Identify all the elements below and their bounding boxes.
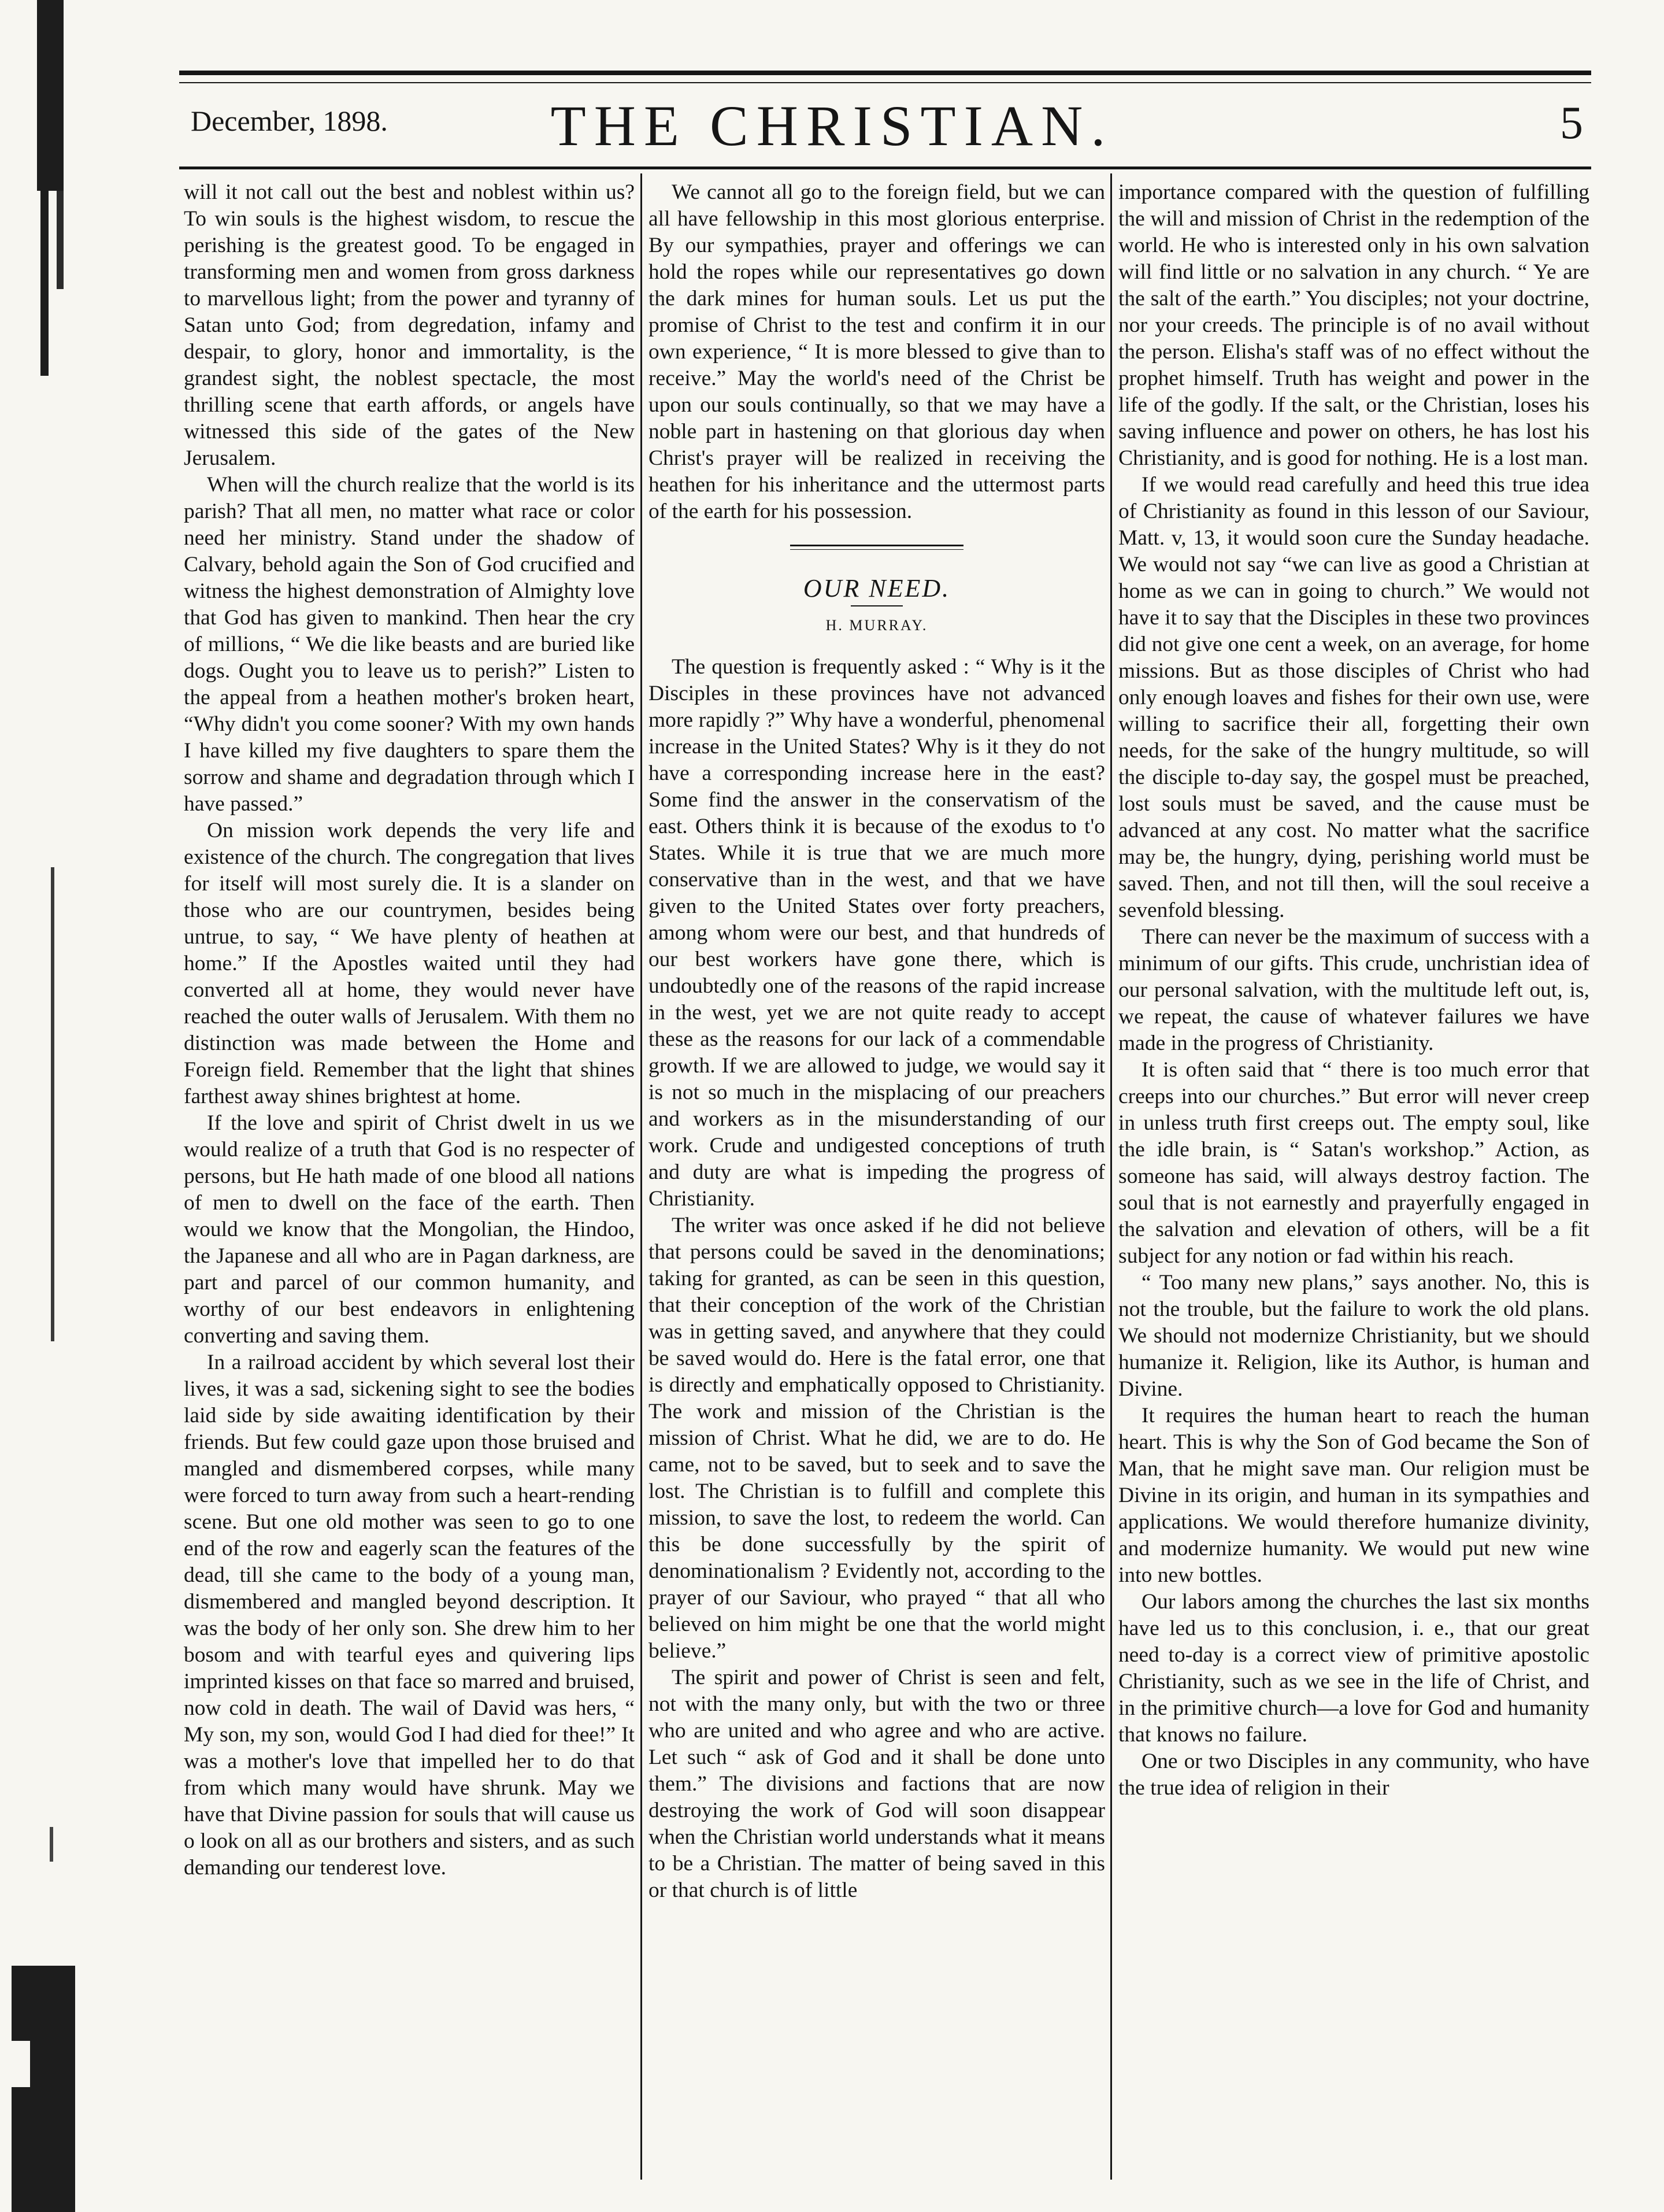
section-title: OUR NEED.	[803, 574, 951, 602]
masthead-top-rule	[179, 71, 1591, 75]
article-paragraph: Our labors among the churches the last six months have led us to this conclusion, i. e., that our great need to-day is a correct view of primitive apostolic Christianity, such as we see in the life of Christ, and in the primitive church—a love for God and humanity that knows no failure.	[1118, 1590, 1589, 1747]
article-paragraph: There can never be the maximum of success with a minimum of our gifts. This crude, unchristian idea of our personal salvation, with the multitude left out, is, we repeat, the cause of whatever failures we have made in the progress of Christianity.	[1118, 925, 1589, 1055]
masthead-bottom-rule	[179, 167, 1591, 169]
article-paragraph: If the love and spirit of Christ dwelt in us we would realize of a truth that God is no respecter of persons, but He hath made of one blood all nations of men to dwell on the face of the earth. Then would we know that the Mongolian, the Hindoo, the Japanese and all who are in Pagan darkness, are part and parcel of our common humanity, and worthy of our best endeavors in enlightening converting and saving them.	[184, 1111, 635, 1348]
article-paragraph: One or two Disciples in any community, who have the true idea of religion in their	[1118, 1749, 1589, 1800]
column-1	[184, 179, 635, 2180]
page-number: 5	[1560, 98, 1583, 149]
issue-date: December, 1898.	[191, 105, 388, 137]
title-underline	[851, 605, 903, 606]
article-paragraph: The writer was once asked if he did not believe that persons could be saved in the denominations; taking for granted, as can be seen in this question, that their conception of the work of the Christian was in getting saved, and anywhere that they could be saved would do. Here is the fatal error, one that is directly and emphatically opposed to Christianity. The work and mission of the Christian is the mission of Christ. What he did, we are to do. He came, not to be saved, but to seek and to save the lost. The Christian is to fulfill and complete this mission, to save the lost, to redeem the world. Can this be done successfully by the spirit of denominationalism ? Evidently not, according to the prayer of our Saviour, who prayed “ that all who believed on him might be one that the world might believe.”	[648, 1214, 1105, 1663]
column-2	[648, 179, 1105, 2180]
column-divider	[1110, 173, 1112, 2180]
article-paragraph: We cannot all go to the foreign field, but we can all have fellowship in this most glorious enterprise. By our sympathies, prayer and offerings we can hold the ropes while our representatives go down the dark mines for human souls. Let us put the promise of Christ to the test and confirm it in our own experience, “ It is more blessed to give than to receive.” May the world's need of the Christ be upon our souls continually, so that we may have a noble part in hastening on that glorious day when Christ's prayer will be realized in receiving the heathen for his inheritance and the uttermost parts of the earth for his possession.	[648, 180, 1105, 523]
section-author: H. MURRAY.	[825, 617, 928, 634]
article-paragraph: When will the church realize that the world is its parish? That all men, no matter what race or color need her ministry. Stand under the shadow of Calvary, behold again the Son of God crucified and witness the highest demonstration of Almighty love that God has given to mankind. Then hear the cry of millions, “ We die like beasts and are buried like dogs. Ought you to leave us to perish?” Listen to the appeal from a heathen mother's broken heart, “Why didn't you come sooner? With my own hands I have killed my five daughters to spare them the sorrow and shame and degradation through which I have passed.”	[184, 473, 635, 816]
article-paragraph: The question is frequently asked : “ Why is it the Disciples in these provinces have not advanced more rapidly ?” Why have a wonderful, phenomenal increase in the United States? Why is it they do not have a corresponding increase here in the east? Some find the answer in the conservatism of the east. Others think it is because of the exodus to t'o States. While it is true that we are much more conservative than in the west, and that we have given to the United States over forty preachers, among whom were our best, and that hundreds of our best workers have gone there, which is undoubtedly one of the reasons of the rapid increase in the west, yet we are not quite ready to accept these as the reasons for our lack of a commendable growth. If we are allowed to judge, we would say it is not so much in the misplacing of our preachers and workers as in the misunderstanding of our work. Crude and undigested conceptions of truth and duty are what is impeding the progress of Christianity.	[648, 655, 1105, 1211]
article-paragraph: It is often said that “ there is too much error that creeps into our churches.” But error will never creep in unless truth first creeps out. The empty soul, like the idle brain, is “ Satan's workshop.” Action, as someone has said, will always destroy faction. The soul that is not earnestly and prayerfully engaged in the salvation and elevation of others, will be a fit subject for any notion or fad within his reach.	[1118, 1058, 1589, 1268]
masthead-top-thin-rule	[179, 82, 1591, 83]
newspaper-title: THE CHRISTIAN.	[550, 94, 1114, 158]
column-3	[1118, 179, 1589, 2180]
article-paragraph: will it not call out the best and noblest within us? To win souls is the highest wisdom, to rescue the perishing is the greatest good. To be engaged in transforming men and women from gross darkness to marvellous light; from the power and tyranny of Satan unto God; from degredation, infamy and despair, to glory, honor and immortality, is the grandest sight, the noblest spectacle, the most thrilling scene that earth affords, or angels have witnessed this side of the gates of the New Jerusalem.	[184, 180, 635, 470]
page-binding-edge	[0, 0, 75, 2212]
article-paragraph: The spirit and power of Christ is seen and felt, not with the many only, but with the two or three who are united and who agree and who are active. Let such “ ask of God and it shall be done unto them.” The divisions and factions that are now destroying the work of God will soon disappear when the Christian world understands what it means to be a Christian. The matter of being saved in this or that church is of little	[648, 1666, 1105, 1902]
article-paragraph: “ Too many new plans,” says another. No, this is not the trouble, but the failure to work the old plans. We should not modernize Christianity, but we should humanize it. Religion, like its Author, is human and Divine.	[1118, 1271, 1589, 1401]
article-paragraph: On mission work depends the very life and existence of the church. The congregation that lives for itself will most surely die. It is a slander on those who are our countrymen, besides being untrue, to say, “ We have plenty of heathen at home.” If the Apostles waited until they had converted all at home, they would never have reached the outer walls of Jerusalem. With them no distinction was made between the Home and Foreign field. Remember that the light that shines farthest away shines brightest at home.	[184, 819, 635, 1108]
article-paragraph: In a railroad accident by which several lost their lives, it was a sad, sickening sight to see the bodies laid side by side awaiting identification by their friends. But few could gaze upon those bruised and mangled and dismembered corpses, while many were forced to turn away from such a heart-rending scene. But one old mother was seen to go to one end of the row and eagerly scan the features of the dead, till she came to the body of a young man, dismembered and mangled beyond description. It was the body of her only son. She drew him to her bosom and with tearful eyes and quivering lips imprinted kisses on that face so marred and bruised, now cold in death. The wail of David was hers, “ My son, my son, would God I had died for thee!” It was a mother's love that impelled her to do that from which many would have shrunk. May we have that Divine passion for souls that will cause us o look on all as our brothers and sisters, and as such demanding our tenderest love.	[184, 1351, 635, 1880]
article-paragraph: importance compared with the question of fulfilling the will and mission of Christ in the redemption of the world. He who is interested only in his own salvation will find little or no salvation in any church. “ Ye are the salt of the earth.” You disciples; not your doctrine, nor your creeds. The principle is of no avail without the person. Elisha's staff was of no effect without the prophet himself. Truth has weight and power in the life of the godly. If the salt, or the Christian, loses his saving influence and power on others, he has lost his Christianity, and is good for nothing. He is a lost man.	[1118, 180, 1589, 470]
article-paragraph: If we would read carefully and heed this true idea of Christianity as found in this lesson of our Saviour, Matt. v, 13, it would soon cure the Sunday headache. We would not say “we can live as good a Christian at home as we can in going to church.” We would not have it to say that the Disciples in these two provinces did not give one cent a week, on an average, for home missions. But as those disciples of Christ who had only enough loaves and fishes for their own use, were willing to sacrifice their all, forgetting their own needs, for the sake of the hungry multitude, so will the disciple to-day say, the gospel must be preached, lost souls must be saved, and the cause must be advanced at any cost. No matter what the sacrifice may be, the hungry, dying, perishing world must be saved. Then, and not till then, will the soul receive a sevenfold blessing.	[1118, 473, 1589, 922]
column-divider	[640, 173, 642, 2180]
section-divider-rule	[790, 545, 963, 550]
article-paragraph: It requires the human heart to reach the human heart. This is why the Son of God became the Son of Man, that he might save man. Our religion must be Divine in its origin, and human in its sympathies and applications. We would therefore humanize divinity, and modernize humanity. We would put new wine into new bottles.	[1118, 1404, 1589, 1587]
